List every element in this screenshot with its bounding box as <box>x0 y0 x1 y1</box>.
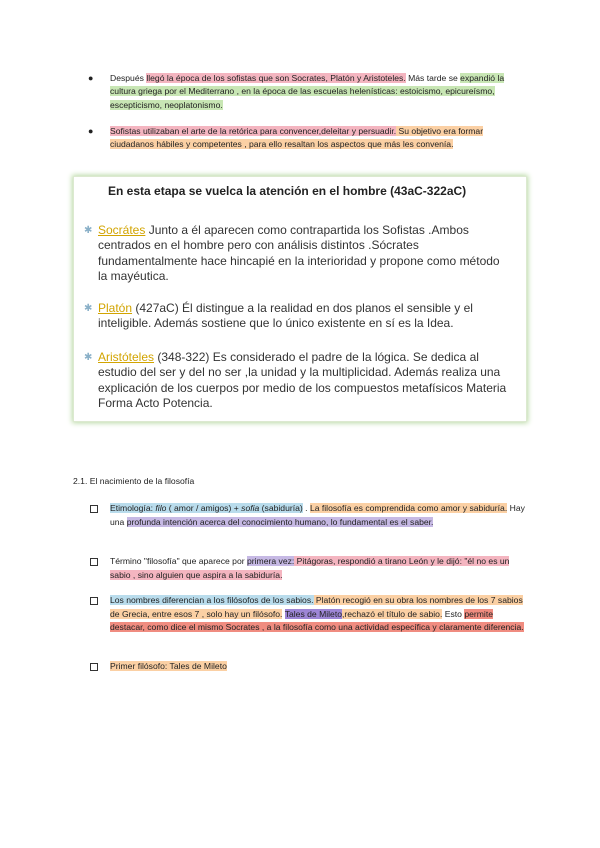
box-item-text: Junto a él aparecen como contrapartida los Sofistas .Ambos centrados en el hombre pero con análisis distintos .Sócrates fundamentalmente hace hincapié en la interioridad y propone como método la mayéutica. <box>98 223 500 283</box>
star-bullet-icon: ✱ <box>84 352 93 363</box>
text-run: Término "filosofía" que aparece por <box>110 556 247 566</box>
highlight-run: expandió la cultura griega por el Mediterrano , en la época de las escuelas helenísticas: estoicismo, epicureísmo, escepticismo, neoplatonismo. <box>110 73 505 110</box>
box-item-text: (348-322) Es considerado el padre de la lógica. Se dedica al estudio del ser y del no ser ,la unidad y la multiplicidad. Además realiza una explicación de los cuerpos por medio de los compuestos metafísicos Materia Forma Acto Potencia. <box>98 350 507 410</box>
highlight-run: sofia <box>241 503 260 513</box>
highlight-run: permite destacar, como dice el mismo Socrates , a la filosofía como una actividad específica y claramente diferencia. <box>110 608 524 633</box>
highlight-run: ,rechazó el título de sabio. <box>342 608 443 619</box>
checkbox-bullet-icon <box>90 663 98 671</box>
socrates-link[interactable]: Socrátes <box>98 223 146 237</box>
highlight-run: (sabiduría) <box>259 503 303 513</box>
text-run: . <box>302 503 310 513</box>
highlight-run: Primer filósofo: Tales de Mileto <box>110 661 227 671</box>
checkbox-bullet-icon <box>90 505 98 513</box>
highlight-run: filo <box>155 503 167 513</box>
platon-link[interactable]: Platón <box>98 301 133 315</box>
text-run: Esto <box>442 608 465 619</box>
section-item-nombres <box>90 594 528 635</box>
highlight-run: Etimología: <box>110 503 156 513</box>
highlight-run: llegó la época de los sofistas que son Socrates, Platón y Aristoteles. <box>146 73 406 83</box>
section-item-primer-filosofo <box>90 660 528 674</box>
box-item-text: (427aC) Él distingue a la realidad en dos planos el sensible y el inteligible. Además sostiene que lo único existente en sí es la Idea. <box>98 301 473 331</box>
section-item-termino <box>90 555 528 582</box>
box-item-aristoteles <box>84 350 509 411</box>
highlight-run: Tales de Mileto <box>284 608 343 619</box>
box-title: En esta etapa se vuelca la atención en el hombre (43aC-322aC) <box>108 184 467 198</box>
text-run: Después <box>110 73 147 83</box>
text-run: Más tarde se <box>405 73 461 83</box>
box-item-platon <box>84 301 509 332</box>
star-bullet-icon: ✱ <box>84 303 93 314</box>
highlight-run: Platón recogió en su obra los nombres de los 7 sabios de Grecia, entre esos 7 , solo hay un filósofo. <box>110 595 523 619</box>
text-run: Hay una <box>110 503 525 527</box>
checkbox-bullet-icon <box>90 597 98 605</box>
box-item-socrates <box>84 223 509 284</box>
highlight-run: profunda intención acerca del conocimiento humano, lo fundamental es el saber. <box>126 516 434 527</box>
highlight-run: primera vez: <box>247 556 295 566</box>
highlight-run: Su objetivo era formar ciudadanos hábiles y competentes , para ello resaltan los aspectos que más les convenía. <box>110 126 484 150</box>
highlight-run: ( amor / amigos) + <box>166 503 242 513</box>
bullet-text <box>110 125 528 152</box>
bullet-item <box>88 125 528 152</box>
bullet-item <box>88 72 528 112</box>
bullet-dot-icon: ● <box>88 73 94 83</box>
philosophers-box <box>73 176 527 422</box>
highlight-run: Sofistas utilizaban el arte de la retórica para convencer,deleitar y persuadir. <box>110 126 397 136</box>
bullet-dot-icon: ● <box>88 126 94 136</box>
highlight-run: La filosofía es comprendida como amor y sabiduría. <box>309 503 508 513</box>
star-bullet-icon: ✱ <box>84 225 93 236</box>
aristoteles-link[interactable]: Aristóteles <box>98 350 155 364</box>
highlight-run: Pitágoras, respondió a tirano León y le dijó: "él no es un sabio , sino alguien que aspira a la sabiduría. <box>110 556 510 580</box>
highlight-run: Los nombres diferencian a los filósofos de los sabios. <box>110 595 314 605</box>
section-title: 2.1. El nacimiento de la filosofía <box>73 476 195 486</box>
checkbox-bullet-icon <box>90 558 98 566</box>
bullet-text <box>110 72 528 112</box>
section-item-etimologia <box>90 502 528 529</box>
